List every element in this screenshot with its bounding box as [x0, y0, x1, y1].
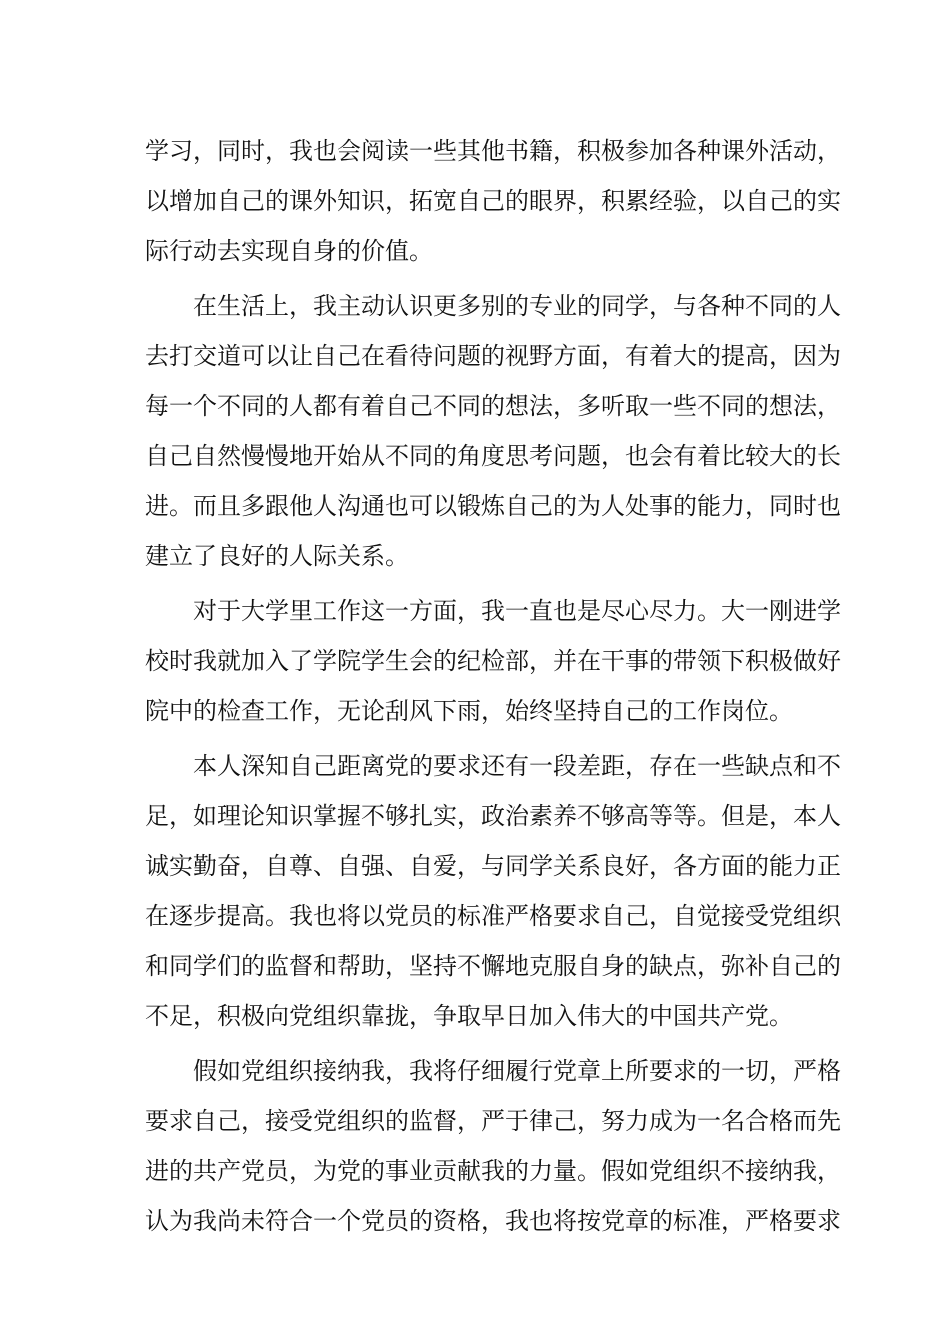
text-line: 进。而且多跟他人沟通也可以锻炼自己的为人处事的能力，同时也 — [145, 492, 841, 520]
text-line: 以增加自己的课外知识，拓宽自己的眼界，积累经验，以自己的实 — [145, 187, 841, 215]
text-line: 院中的检查工作，无论刮风下雨，始终坚持自己的工作岗位。 — [145, 697, 793, 725]
paragraph — [145, 126, 841, 276]
text-line: 学习，同时，我也会阅读一些其他书籍，积极参加各种课外活动， — [145, 137, 841, 165]
text-line: 本人深知自己距离党的要求还有一段差距，存在一些缺点和不 — [145, 752, 841, 780]
text-line: 进的共产党员，为党的事业贡献我的力量。假如党组织不接纳我， — [145, 1157, 841, 1185]
text-line: 认为我尚未符合一个党员的资格，我也将按党章的标准，严格要求 — [145, 1207, 841, 1235]
text-line: 际行动去实现自身的价值。 — [145, 237, 433, 265]
text-line: 校时我就加入了学院学生会的纪检部，并在干事的带领下积极做好 — [145, 647, 841, 675]
text-line: 每一个不同的人都有着自己不同的想法，多听取一些不同的想法， — [145, 392, 841, 420]
text-line: 不足，积极向党组织靠拢，争取早日加入伟大的中国共产党。 — [145, 1002, 793, 1030]
text-line: 足，如理论知识掌握不够扎实，政治素养不够高等等。但是，本人 — [145, 802, 841, 830]
paragraph — [145, 1046, 841, 1246]
body-text — [145, 126, 841, 1246]
paragraph — [145, 741, 841, 1041]
paragraph — [145, 281, 841, 581]
text-line: 在逐步提高。我也将以党员的标准严格要求自己，自觉接受党组织 — [145, 902, 841, 930]
text-line: 对于大学里工作这一方面，我一直也是尽心尽力。大一刚进学 — [145, 597, 841, 625]
text-line: 自己自然慢慢地开始从不同的角度思考问题，也会有着比较大的长 — [145, 442, 841, 470]
text-line: 在生活上，我主动认识更多别的专业的同学，与各种不同的人 — [145, 292, 841, 320]
text-line: 诚实勤奋，自尊、自强、自爱，与同学关系良好，各方面的能力正 — [145, 852, 841, 880]
text-line: 假如党组织接纳我，我将仔细履行党章上所要求的一切，严格 — [145, 1057, 841, 1085]
text-line: 去打交道可以让自己在看待问题的视野方面，有着大的提高，因为 — [145, 342, 841, 370]
text-line: 和同学们的监督和帮助，坚持不懈地克服自身的缺点，弥补自己的 — [145, 952, 841, 980]
text-line: 建立了良好的人际关系。 — [145, 542, 409, 570]
text-line: 要求自己，接受党组织的监督，严于律己，努力成为一名合格而先 — [145, 1107, 841, 1135]
paragraph — [145, 586, 841, 736]
